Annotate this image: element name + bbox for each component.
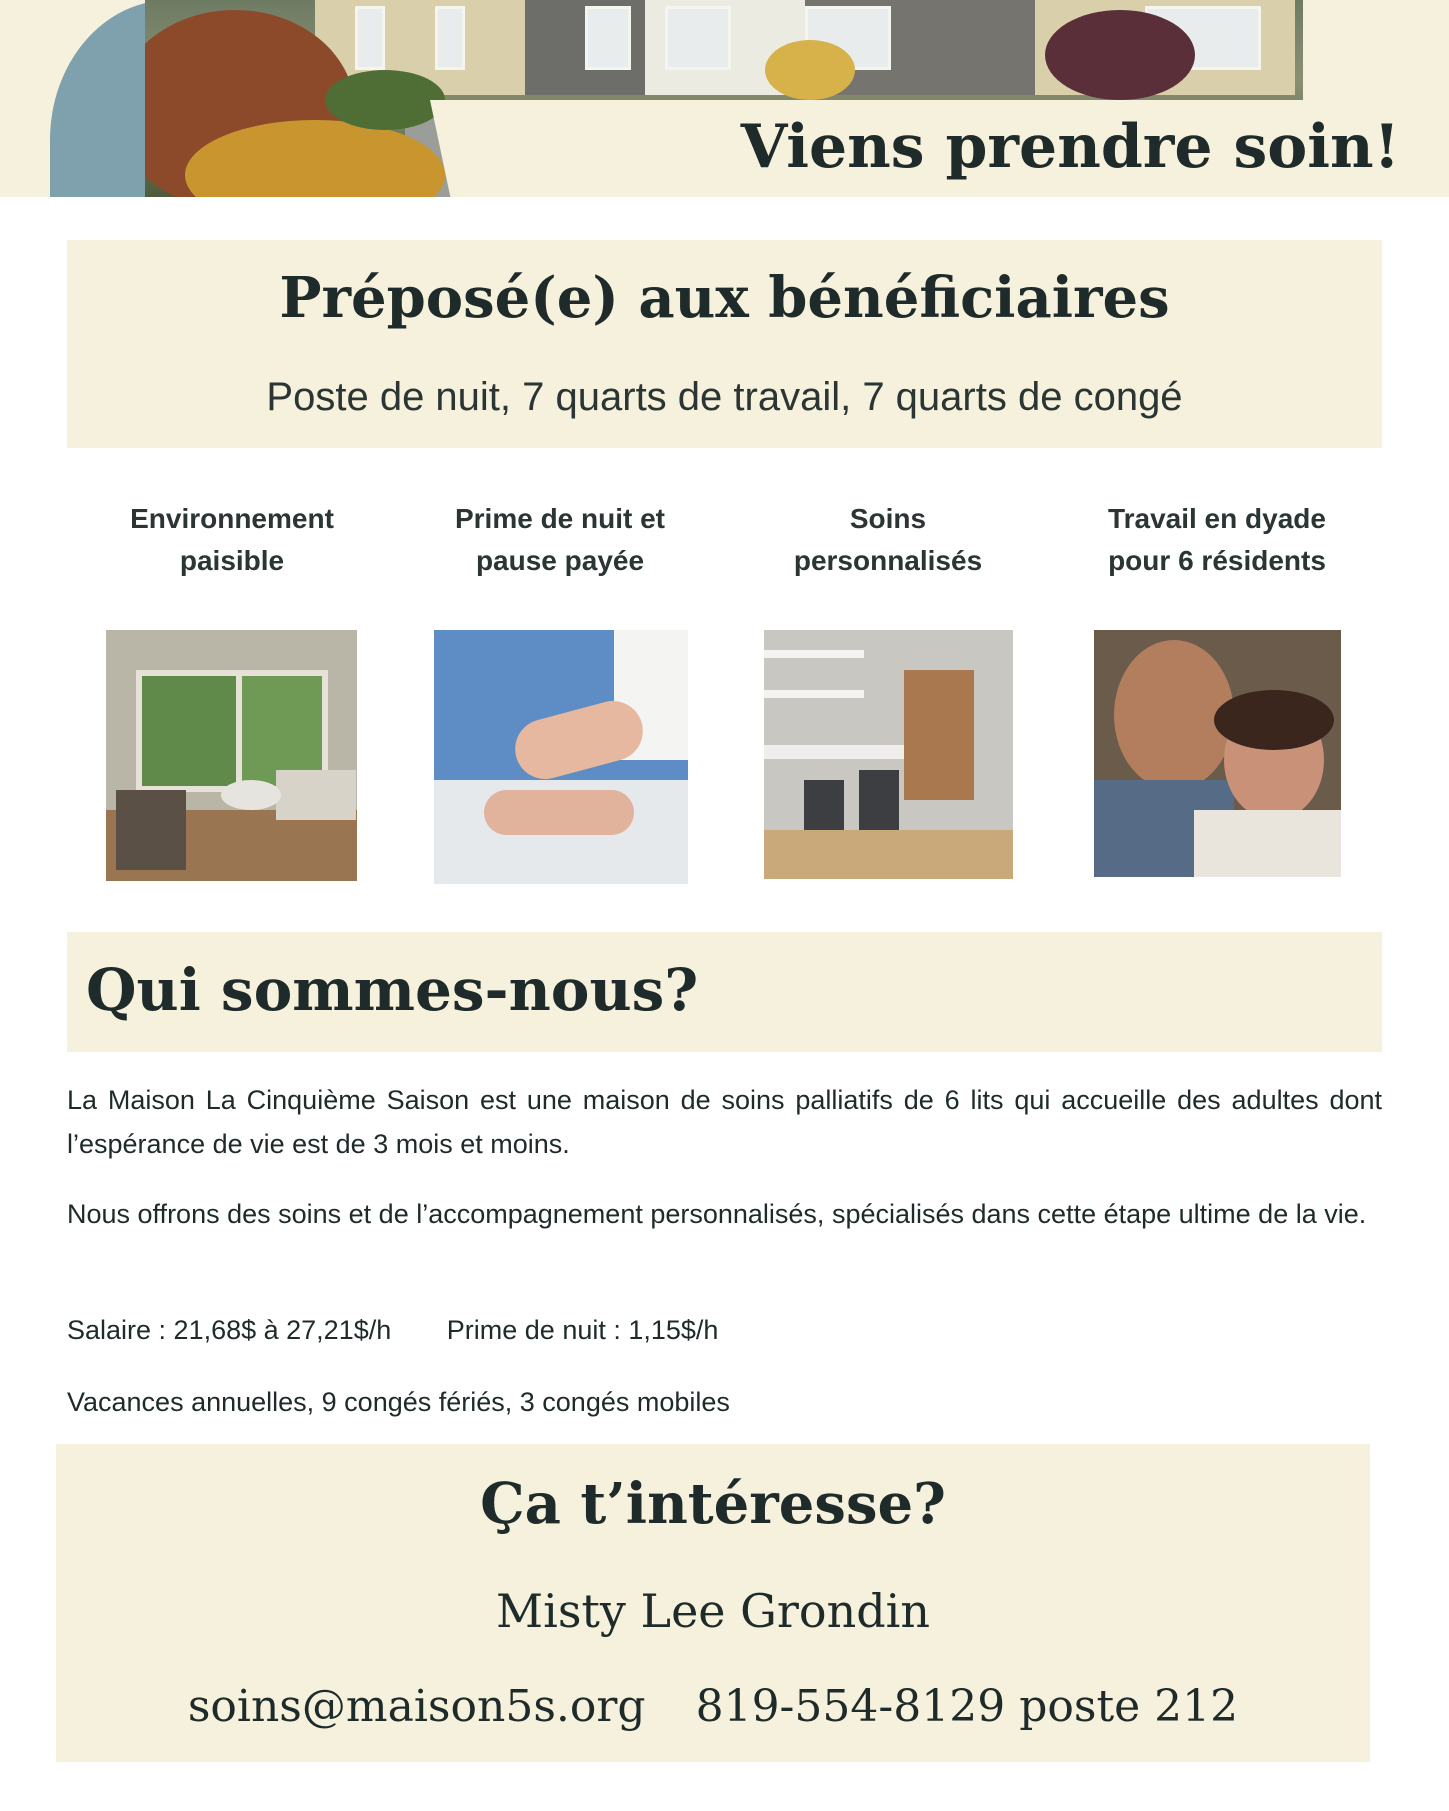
salary-text: Salaire : 21,68$ à 27,21$/h bbox=[67, 1315, 392, 1345]
feature-label-line: Travail en dyade bbox=[1108, 503, 1326, 534]
feature-label-line: paisible bbox=[179, 545, 285, 576]
feature-label-night-premium bbox=[410, 498, 710, 582]
feature-label-dyad bbox=[1067, 498, 1367, 582]
holding-hands-photo bbox=[434, 630, 688, 884]
about-paragraph-2: Nous offrons des soins et de l’accompagnement personnalisés, spécialisés dans cette étape ultime de la vie. bbox=[67, 1199, 1367, 1229]
about-paragraph-1: La Maison La Cinquième Saison est une maison de soins palliatifs de 6 lits qui accueille des adultes dont l’espérance de vie est de 3 mois et moins. bbox=[67, 1085, 1382, 1159]
contact-email[interactable]: soins@maison5s.org bbox=[187, 1681, 646, 1732]
feature-label-line: pour 6 résidents bbox=[1108, 545, 1326, 576]
vacation-text: Vacances annuelles, 9 congés fériés, 3 congés mobiles bbox=[67, 1387, 730, 1417]
contact-details bbox=[56, 1672, 1370, 1742]
header bbox=[0, 0, 1449, 197]
page-title: Viens prendre soin! bbox=[740, 112, 1400, 182]
feature-label-line: Soins bbox=[849, 503, 927, 534]
contact-phone[interactable]: 819-554-8129 poste 212 bbox=[695, 1681, 1239, 1732]
feature-label-environment bbox=[82, 498, 382, 582]
living-room-photo bbox=[106, 630, 357, 881]
smiling-couple-photo bbox=[1094, 630, 1341, 877]
feature-label-line: pause payée bbox=[475, 545, 645, 576]
feature-label-line: Prime de nuit et bbox=[454, 503, 666, 534]
office-photo bbox=[764, 630, 1013, 879]
job-title: Préposé(e) aux bénéficiaires bbox=[279, 265, 1170, 331]
contact-name: Misty Lee Grondin bbox=[496, 1584, 930, 1638]
salary-row bbox=[67, 1310, 766, 1350]
feature-label-line: Environnement bbox=[130, 503, 334, 534]
about-title: Qui sommes-nous? bbox=[86, 956, 699, 1024]
feature-label-line: personnalisés bbox=[793, 545, 983, 576]
feature-label-care bbox=[738, 498, 1038, 582]
job-subtitle: Poste de nuit, 7 quarts de travail, 7 quarts de congé bbox=[266, 375, 1183, 419]
night-premium-text: Prime de nuit : 1,15$/h bbox=[446, 1315, 719, 1345]
contact-title: Ça t’intéresse? bbox=[480, 1471, 946, 1537]
